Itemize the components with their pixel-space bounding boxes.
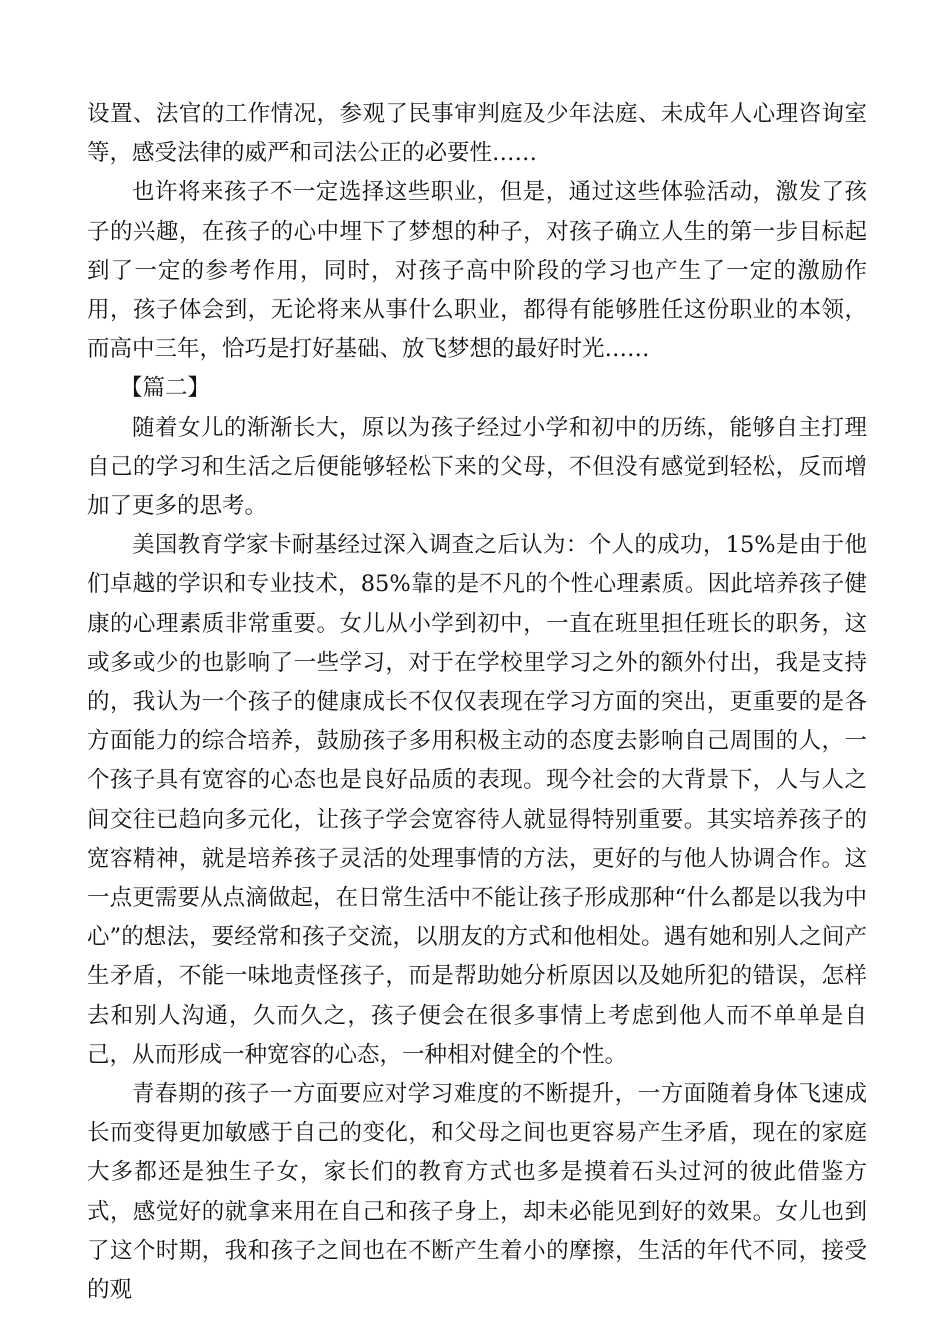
paragraph-growing-up: 随着女儿的渐渐长大，原以为孩子经过小学和初中的历练，能够自主打理自己的学习和生活之后便能够轻松下来的父母，不但没有感觉到轻松，反而增加了更多的思考。 bbox=[87, 414, 867, 520]
paragraph-carnegie-psychology: 美国教育学家卡耐基经过深入调查之后认为：个人的成功，15%是由于他们卓越的学识和专业技术，85%靠的是不凡的个性心理素质。因此培养孩子健康的心理素质非常重要。女儿从小学到初中，一直在班里担任班长的职务，这或多或少的也影响了一些学习，对于在学校里学习之外的额外付出，我是支持的，我认为一个孩子的健康成长不仅仅表现在学习方面的突出，更重要的是各方面能力的综合培养，鼓励孩子多用积极主动的态度去影响自己周围的人，一个孩子具有宽容的心态也是良好品质的表现。现今社会的大背景下，人与人之间交往已趋向多元化，让孩子学会宽容待人就显得特别重要。其实培养孩子的宽容精神，就是培养孩子灵活的处理事情的方法，更好的与他人协调合作。这一点更需要从点滴做起，在日常生活中不能让孩子形成那种“什么都是以我为中心”的想法，要经常和孩子交流，以朋友的方式和他相处。遇有她和别人之间产生矛盾，不能一味地责怪孩子，而是帮助她分析原因以及她所犯的错误，怎样去和别人沟通，久而久之，孩子便会在很多事情上考虑到他人而不单单是自己，从而形成一种宽容的心态，一种相对健全的个性。 bbox=[87, 532, 867, 1068]
paragraph-adolescence: 青春期的孩子一方面要应对学习难度的不断提升，一方面随着身体飞速成长而变得更加敏感于自己的变化，和父母之间也更容易产生矛盾，现在的家庭大多都还是独生子女，家长们的教育方式也多是摸着石头过河的彼此借鉴方式，感觉好的就拿来用在自己和孩子身上，却未必能见到好的效果。女儿也到了这个时期，我和孩子之间也在不断产生着小的摩擦，生活的年代不同，接受的观 bbox=[87, 1081, 867, 1304]
paragraph-career-experience: 也许将来孩子不一定选择这些职业，但是，通过这些体验活动，激发了孩子的兴趣，在孩子的心中埋下了梦想的种子，对孩子确立人生的第一步目标起到了一定的参考作用，同时，对孩子高中阶段的学习也产生了一定的激励作用，孩子体会到，无论将来从事什么职业，都得有能够胜任这份职业的本领，而高中三年，恰巧是打好基础、放飞梦想的最好时光…… bbox=[87, 179, 867, 363]
paragraph-continuation: 设置、法官的工作情况，参观了民事审判庭及少年法庭、未成年人心理咨询室等，感受法律的威严和司法公正的必要性…… bbox=[87, 101, 867, 167]
document-body bbox=[87, 95, 867, 1310]
section-heading-part-two: 【篇二】 bbox=[120, 375, 211, 402]
